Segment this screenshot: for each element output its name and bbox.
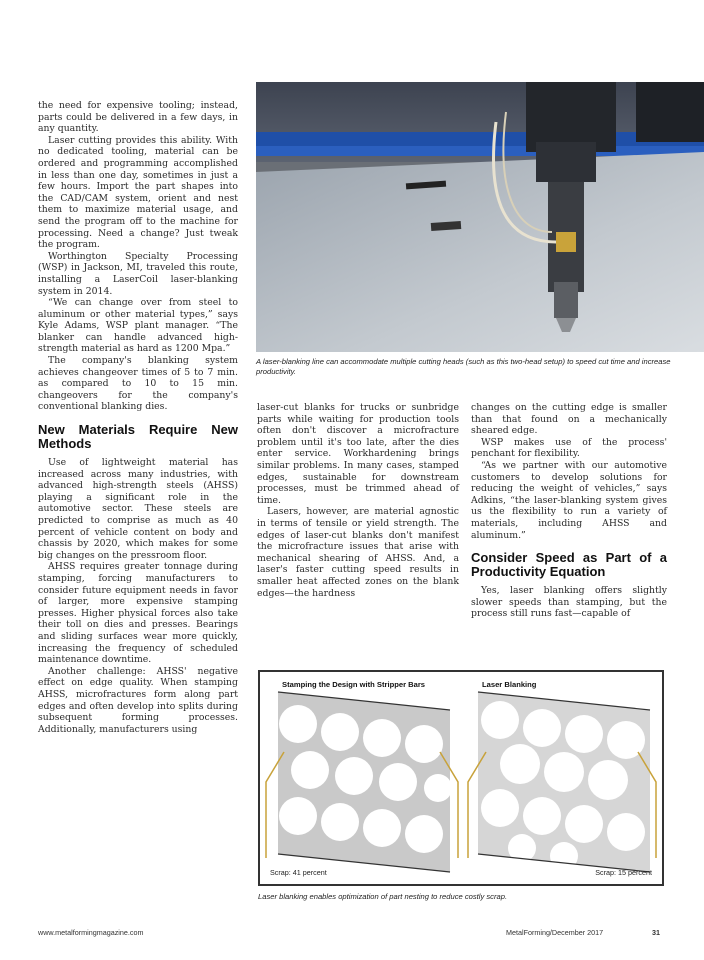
column-middle: [257, 402, 459, 599]
paragraph: AHSS requires greater tonnage during stamping, forcing manufacturers to consider future equipment needs in favor of larger, more expensive stamping presses. Higher physical forces also take their toll on dies and presses. Bearings and sliding surfaces wear more quickly, increasing the frequency of scheduled maintenance downtime.: [38, 561, 238, 666]
column-right: [471, 402, 667, 620]
footer-issue: MetalForming/December 2017: [506, 928, 604, 937]
page-number: 31: [652, 928, 660, 937]
paragraph: “As we partner with our automotive customers to develop solutions for reducing the weight of vehicles,” says Adkins, “the laser-blanking system gives us the flexibility to run a variety of materials, including AHSS and aluminum.”: [471, 459, 667, 541]
laser-layout: [468, 692, 656, 872]
paragraph: Laser cutting provides this ability. With no dedicated tooling, material can be ordered and programming accomplished in less than one day, sometimes in just a few hours. Import the part shapes into the CAD/CAM system, orient and nest them to maximize material usage, and send the program off to the machine for processing. Need a change? Just tweak the program.: [38, 134, 238, 251]
paragraph: laser-cut blanks for trucks or sunbridge parts while waiting for production tools often don't discover a microfracture problem until it's too late, after the dies enter service. Workhardening brings similar problems. In many cases, stamped edges, sustainable for downstream processes, must be trimmed ahead of time.: [257, 402, 459, 506]
figure-right-title: Laser Blanking: [482, 680, 537, 689]
paragraph: Worthington Specialty Processing (WSP) in Jackson, MI, traveled this route, installing a LaserCoil laser-blanking system in 2014.: [38, 250, 238, 297]
paragraph: WSP makes use of the process' penchant for flexibility.: [471, 436, 667, 460]
paragraph: the need for expensive tooling; instead, parts could be delivered in a few days, in any quantity.: [38, 100, 238, 135]
figure-left-title: Stamping the Design with Stripper Bars: [282, 680, 426, 689]
figure-caption: Laser blanking enables optimization of part nesting to reduce costly scrap.: [258, 892, 508, 901]
section-heading: Consider Speed as Part of a Productivity Equation: [471, 550, 667, 580]
section-heading: New Materials Require New Methods: [38, 422, 238, 452]
stamping-layout: [266, 692, 458, 872]
nesting-comparison-figure: [258, 670, 664, 886]
laser-cutting-photo: [256, 82, 704, 352]
figure-right-note: Scrap: 15 percent: [595, 868, 652, 877]
laser-head-illustration: [256, 82, 704, 352]
column-left: [38, 100, 238, 735]
figure-left-note: Scrap: 41 percent: [270, 868, 327, 877]
paragraph: Use of lightweight material has increased across many industries, with advanced high-strength steels (AHSS) playing a significant role in the automotive sector. These steels are predicted to comprise as much as 40 percent of vehicle content on body and chassis by 2020, which makes for some big changes on the pressroom floor.: [38, 457, 238, 561]
paragraph: “We can change over from steel to aluminum or other material types,” says Kyle Adams, WSP plant manager. “The blanker can handle advanced high-strength material as hard as 1200 Mpa.”: [38, 297, 238, 355]
footer-website: www.metalformingmagazine.com: [38, 928, 144, 937]
paragraph: The company's blanking system achieves changeover times of 5 to 7 min. as compared to 10 to 15 min. changeovers for the company's conventional blanking dies.: [38, 355, 238, 413]
paragraph: Lasers, however, are material agnostic in terms of tensile or yield strength. The edges of laser-cut blanks don't manifest the microfracture issues that arise with mechanical shearing of AHSS. And, a laser's faster cutting speed results in smaller heat affected zones on the blank edges—the hardness: [257, 506, 459, 599]
paragraph: Yes, laser blanking offers slightly slower speeds than stamping, but the process still runs fast—capable of: [471, 585, 667, 620]
photo-caption: A laser-blanking line can accommodate multiple cutting heads (such as this two-head setup) to speed cut time and increase productivity.: [256, 357, 671, 376]
nesting-diagram: [260, 672, 662, 884]
paragraph: changes on the cutting edge is smaller than that found on a mechanically sheared edge.: [471, 402, 667, 437]
paragraph: Another challenge: AHSS' negative effect on edge quality. When stamping AHSS, microfractures form along part edges and often develop into splits during subsequent forming processes. Additionally, manufacturers using: [38, 665, 238, 735]
